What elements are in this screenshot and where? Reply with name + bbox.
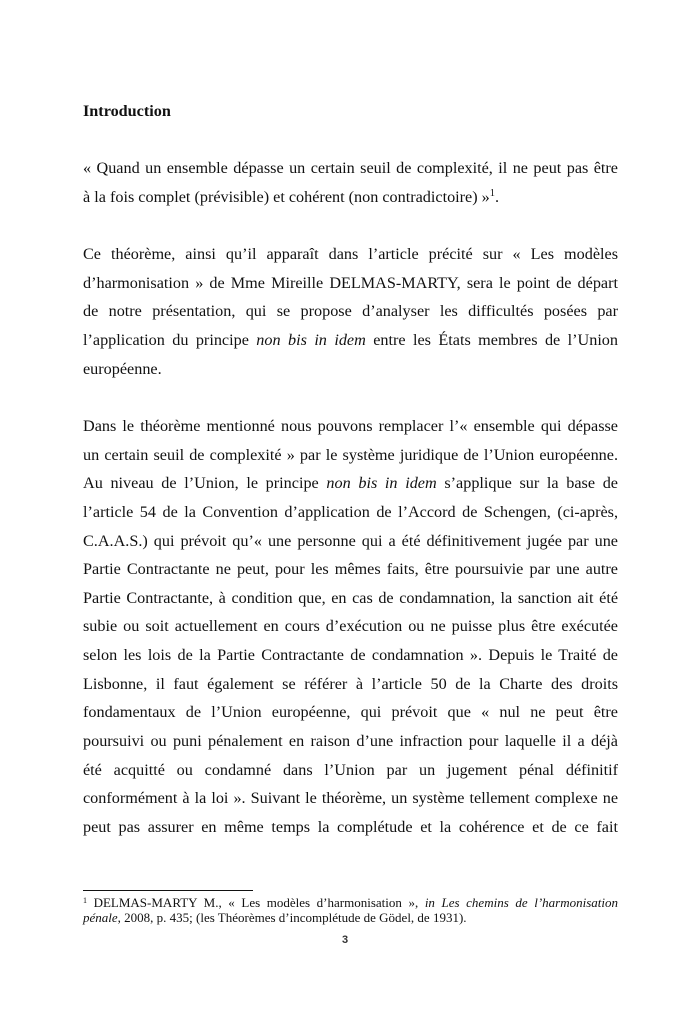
text-run: Au niveau de l’Union, le principe: [83, 474, 327, 493]
text-run: .: [495, 187, 500, 206]
body-line: [83, 784, 618, 813]
footnote-line: [83, 911, 618, 926]
paragraph-legal-basis: [83, 412, 618, 842]
text-run: s’applique sur la base de: [436, 474, 618, 493]
body-line: [83, 412, 618, 441]
body-line: [83, 698, 618, 727]
body-line: [83, 756, 618, 785]
text-run: Partie Contractante, à condition que, en cas de condamnation, la sanction ait été: [83, 588, 618, 607]
page-number: 3: [341, 934, 349, 946]
body-line: [83, 355, 618, 384]
footnote-line: [83, 896, 618, 911]
footnote: [83, 896, 618, 925]
text-run: européenne.: [83, 359, 162, 378]
paragraph-theorem: [83, 240, 618, 383]
text-run: « Quand un ensemble dépasse un certain seuil de complexité, il ne peut pas être: [83, 159, 618, 178]
latin-phrase: non bis in idem: [256, 331, 366, 350]
footnote-separator: [83, 890, 253, 891]
text-run: C.A.A.S.) qui prévoit qu’« une personne qui a été définitivement jugée par une: [83, 531, 618, 550]
footnote-number: 1: [83, 896, 87, 905]
text-run: fondamentaux de l’Union européenne, qui prévoit que « nul ne peut être: [83, 703, 618, 722]
text-run: poursuivi ou puni pénalement en raison d’une infraction pour laquelle il a déjà: [83, 732, 618, 751]
body-line: [83, 555, 618, 584]
body-line: [83, 240, 618, 269]
text-run: un certain seuil de complexité » par le système juridique de l’Union européenne.: [83, 445, 618, 464]
body-line: [83, 269, 618, 298]
text-run: subie ou soit actuellement en cours d’exécution ou ne puisse plus être exécutée: [83, 617, 618, 636]
paragraph-quote: [83, 154, 618, 211]
text-run: DELMAS-MARTY M., « Les modèles d’harmonisation »,: [93, 895, 425, 910]
body-line: [83, 813, 618, 842]
footnote-reference[interactable]: 1: [489, 187, 496, 199]
section-heading: Introduction: [83, 102, 171, 120]
text-run: peut pas assurer en même temps la complétude et la cohérence et de ce fait: [83, 817, 618, 836]
text-run: Lisbonne, il faut également se référer à l’article 50 de la Charte des droits: [83, 674, 618, 693]
text-run: , 2008, p. 435; (les Théorèmes d’incomplétude de Gödel, de 1931).: [117, 909, 467, 925]
text-run: Partie Contractante ne peut, pour les mêmes faits, être poursuivie par une autre: [83, 560, 618, 579]
text-run: l’application du principe: [83, 331, 257, 350]
text-run: Ce théorème, ainsi qu’il apparaît dans l’article précité sur « Les modèles: [83, 245, 618, 264]
body-line: [83, 498, 618, 527]
body-line: [83, 527, 618, 556]
body-line: [83, 584, 618, 613]
text-run: d’harmonisation » de Mme Mireille DELMAS-MARTY, sera le point de départ: [83, 273, 618, 292]
body-line: [83, 641, 618, 670]
body-line: [83, 469, 618, 498]
text-run: selon les lois de la Partie Contractante de condamnation ». Depuis le Traité de: [83, 646, 618, 665]
body-line: [83, 326, 618, 355]
body-line: [83, 727, 618, 756]
text-run: été acquitté ou condamné dans l’Union par un jugement pénal définitif: [83, 760, 618, 779]
body-line: [83, 183, 618, 212]
latin-phrase: non bis in idem: [326, 474, 437, 493]
body-line: [83, 670, 618, 699]
text-run: conformément à la loi ». Suivant le théorème, un système tellement complexe ne: [83, 789, 618, 808]
text-run: Dans le théorème mentionné nous pouvons remplacer l’« ensemble qui dépasse: [83, 417, 618, 435]
text-run: l’article 54 de la Convention d’application de l’Accord de Schengen, (ci-après,: [83, 502, 618, 521]
text-run: à la fois complet (prévisible) et cohérent (non contradictoire) »: [83, 187, 490, 206]
body-line: [83, 154, 618, 183]
book-title: in Les chemins de l’harmonisation: [424, 895, 618, 910]
body-line: [83, 441, 618, 470]
body-line: [83, 612, 618, 641]
text-run: de notre présentation, qui se propose d’analyser les difficultés posées par: [83, 302, 618, 321]
body-line: [83, 297, 618, 326]
text-run: entre les États membres de l’Union: [365, 331, 618, 350]
body-text: [83, 97, 618, 842]
book-title: pénale: [83, 909, 118, 925]
